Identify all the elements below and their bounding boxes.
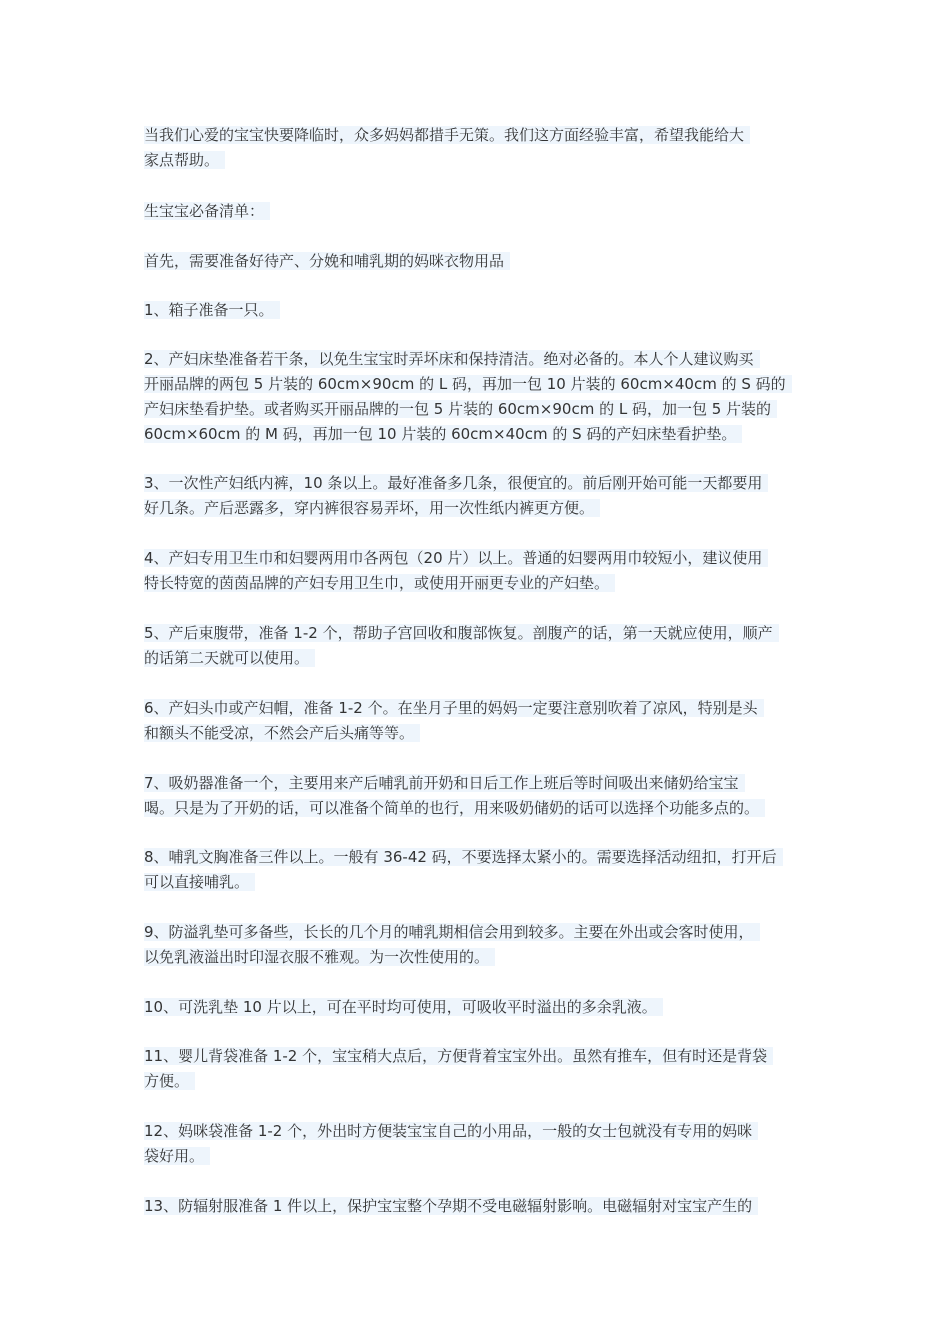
text-line: 以免乳液溢出时印湿衣服不雅观。为一次性使用的。 (144, 948, 495, 966)
text-line: 13、防辐射服准备 1 件以上，保护宝宝整个孕期不受电磁辐射影响。电磁辐射对宝宝产生的 (144, 1197, 758, 1215)
text-line: 首先，需要准备好待产、分娩和哺乳期的妈咪衣物用品 (144, 252, 510, 270)
text-line: 喝。只是为了开奶的话，可以准备个简单的也行，用来吸奶储奶的话可以选择个功能多点的。 (144, 799, 765, 817)
text-line: 方便。 (144, 1072, 195, 1090)
text-line: 6、产妇头巾或产妇帽，准备 1-2 个。在坐月子里的妈妈一定要注意别吹着了凉风，特别是头 (144, 699, 764, 717)
text-line: 7、吸奶器准备一个，主要用来产后哺乳前开奶和日后工作上班后等时间吸出来储奶给宝宝 (144, 774, 745, 792)
text-line: 好几条。产后恶露多，穿内裤很容易弄坏，用一次性纸内裤更方便。 (144, 499, 600, 517)
text-line: 8、哺乳文胸准备三件以上。一般有 36-42 码，不要选择太紧小的。需要选择活动纽扣，打开后 (144, 848, 783, 866)
list-item-12 (144, 1119, 824, 1169)
text-line: 3、一次性产妇纸内裤，10 条以上。最好准备多几条，很便宜的。前后刚开始可能一天都要用 (144, 474, 768, 492)
list-item-5 (144, 621, 824, 671)
text-line: 12、妈咪袋准备 1-2 个，外出时方便装宝宝自己的小用品，一般的女士包就没有专用的妈咪 (144, 1122, 758, 1140)
text-line: 60cm×60cm 的 M 码，再加一包 10 片装的 60cm×40cm 的 S 码的产妇床垫看护垫。 (144, 425, 742, 443)
list-item-9 (144, 920, 824, 970)
list-item-4 (144, 546, 824, 596)
text-line: 4、产妇专用卫生巾和妇婴两用巾各两包（20 片）以上。普通的妇婴两用巾较短小，建议使用 (144, 549, 768, 567)
list-item-10 (144, 995, 824, 1020)
text-line: 特长特宽的茵茵品牌的产妇专用卫生巾，或使用开丽更专业的产妇垫。 (144, 574, 615, 592)
text-line: 产妇床垫看护垫。或者购买开丽品牌的一包 5 片装的 60cm×90cm 的 L 码，加一包 5 片装的 (144, 400, 777, 418)
paragraph-first-note (144, 249, 824, 274)
text-line: 家点帮助。 (144, 151, 225, 169)
text-line: 开丽品牌的两包 5 片装的 60cm×90cm 的 L 码，再加一包 10 片装的 60cm×40cm 的 S 码的 (144, 375, 792, 393)
list-item-7 (144, 771, 824, 821)
list-item-6 (144, 696, 824, 746)
list-item-2 (144, 347, 824, 447)
list-item-11 (144, 1044, 824, 1094)
text-line: 10、可洗乳垫 10 片以上，可在平时均可使用，可吸收平时溢出的多余乳液。 (144, 998, 663, 1016)
paragraph-intro (144, 123, 824, 173)
text-line: 2、产妇床垫准备若干条，以免生宝宝时弄坏床和保持清洁。绝对必备的。本人个人建议购买 (144, 350, 760, 368)
list-item-13 (144, 1194, 824, 1219)
list-item-8 (144, 845, 824, 895)
text-line: 当我们心爱的宝宝快要降临时，众多妈妈都措手无策。我们这方面经验丰富，希望我能给大 (144, 126, 750, 144)
text-line: 生宝宝必备清单： (144, 202, 270, 220)
text-line: 的话第二天就可以使用。 (144, 649, 315, 667)
text-line: 可以直接哺乳。 (144, 873, 255, 891)
text-line: 5、产后束腹带，准备 1-2 个，帮助子宫回收和腹部恢复。剖腹产的话，第一天就应使用，顺产 (144, 624, 779, 642)
text-line: 袋好用。 (144, 1147, 210, 1165)
paragraph-list-title (144, 199, 824, 224)
text-line: 和额头不能受凉，不然会产后头痛等等。 (144, 724, 420, 742)
list-item-3 (144, 471, 824, 521)
text-line: 9、防溢乳垫可多备些，长长的几个月的哺乳期相信会用到较多。主要在外出或会客时使用， (144, 923, 760, 941)
text-line: 11、婴儿背袋准备 1-2 个，宝宝稍大点后，方便背着宝宝外出。虽然有推车，但有时还是背袋 (144, 1047, 773, 1065)
text-line: 1、箱子准备一只。 (144, 301, 280, 319)
list-item-1 (144, 298, 824, 323)
